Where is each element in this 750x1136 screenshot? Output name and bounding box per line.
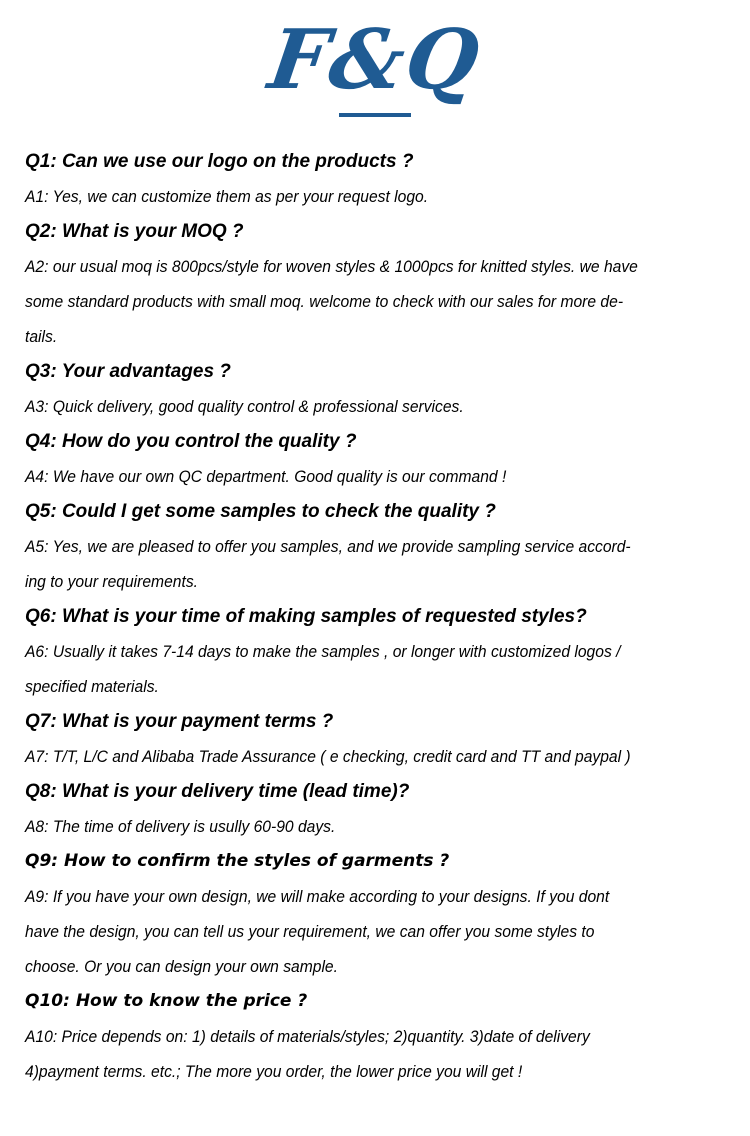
question-4: Q4: How do you control the quality ? [25, 431, 357, 452]
answer-4: A4: We have our own QC department. Good quality is our command ! [25, 467, 507, 486]
answer-5-line-1: A5: Yes, we are pleased to offer you samples, and we provide sampling service accord- [25, 537, 631, 556]
question-8: Q8: What is your delivery time (lead time)? [25, 781, 410, 802]
question-2: Q2: What is your MOQ ? [25, 221, 244, 242]
question-10: Q10: How to know the price ? [25, 991, 308, 1011]
answer-10-line-2: 4)payment terms. etc.; The more you order, the lower price you will get ! [25, 1062, 523, 1081]
question-6: Q6: What is your time of making samples of requested styles? [25, 606, 587, 627]
answer-9-line-2: have the design, you can tell us your requirement, we can offer you some styles to [25, 922, 595, 941]
answer-5-line-2: ing to your requirements. [25, 572, 199, 591]
answer-9-line-1: A9: If you have your own design, we will make according to your designs. If you dont [25, 887, 610, 906]
answer-8: A8: The time of delivery is usully 60-90 days. [25, 817, 336, 836]
answer-2-line-1: A2: our usual moq is 800pcs/style for woven styles & 1000pcs for knitted styles. we have [25, 257, 638, 276]
question-7: Q7: What is your payment terms ? [25, 711, 334, 732]
answer-6-line-1: A6: Usually it takes 7-14 days to make the samples , or longer with customized logos / [25, 642, 621, 661]
answer-10-line-1: A10: Price depends on: 1) details of materials/styles; 2)quantity. 3)date of delivery [25, 1027, 590, 1046]
answer-2-line-2: some standard products with small moq. welcome to check with our sales for more de- [25, 292, 624, 311]
question-5: Q5: Could I get some samples to check the quality ? [25, 501, 496, 522]
question-9: Q9: How to confirm the styles of garments ? [25, 851, 450, 871]
header [0, 14, 750, 106]
page-title: F&Q [263, 12, 487, 108]
faq-list [25, 144, 730, 1089]
answer-1: A1: Yes, we can customize them as per your request logo. [25, 187, 429, 206]
answer-6-line-2: specified materials. [25, 677, 159, 696]
answer-3: A3: Quick delivery, good quality control & professional services. [25, 397, 464, 416]
answer-2-line-3: tails. [25, 327, 58, 346]
question-1: Q1: Can we use our logo on the products ? [25, 151, 414, 172]
question-3: Q3: Your advantages ? [25, 361, 231, 382]
answer-9-line-3: choose. Or you can design your own sample. [25, 957, 338, 976]
title-divider [339, 113, 411, 117]
answer-7: A7: T/T, L/C and Alibaba Trade Assurance ( e checking, credit card and TT and paypal ) [25, 747, 631, 766]
